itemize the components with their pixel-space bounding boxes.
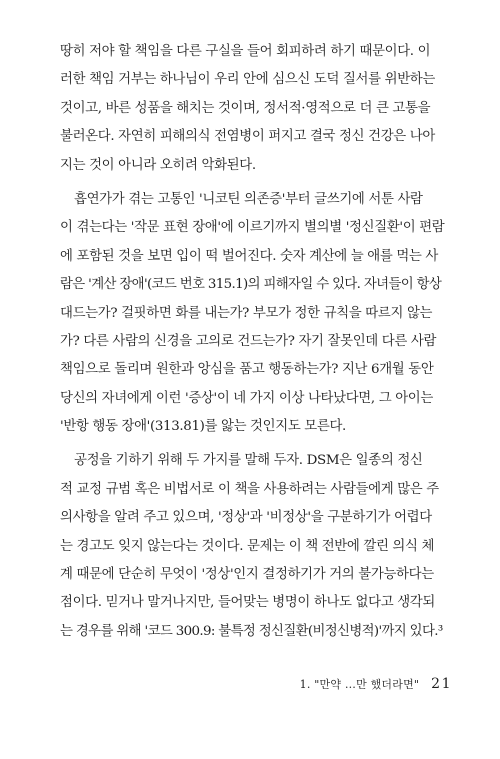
text-line: 의사항을 알려 주고 있으며, '정상'과 '비정상'을 구분하기가 어렵다 (60, 510, 432, 526)
text-line: 가? 다른 사람의 신경을 고의로 건드는가? 자기 잘못인데 다른 사람 (60, 333, 437, 349)
paragraph-1 (60, 38, 444, 180)
text-line: 는 경고도 잊지 않는다는 것이다. 문제는 이 책 전반에 깔린 의식 체 (60, 538, 435, 554)
text-line: '반항 행동 장애'(313.81)를 앓는 것인지도 모른다. (60, 419, 346, 435)
text-line: 당신의 자녀에게 이런 '증상'이 네 가지 이상 나타났다면, 그 아이는 (60, 390, 433, 406)
text-line: 는 경우를 위해 '코드 300.9: 불특정 정신질환(비정신병적)'까지 있다.³ (60, 623, 443, 639)
page-footer (300, 676, 452, 692)
text-line: 지는 것이 아니라 오히려 악화된다. (60, 157, 256, 173)
paragraph-2 (60, 186, 444, 442)
text-line: 러한 책임 거부는 하나님이 우리 안에 심으신 도덕 질서를 위반하는 (60, 72, 435, 88)
text-line: 점이다. 믿거나 말거나지만, 들어맞는 병명이 하나도 없다고 생각되 (60, 595, 435, 611)
text-line: 이 겪는다는 '작문 표현 장애'에 이르기까지 별의별 '정신질환'이 편람 (60, 220, 445, 236)
page-number: 21 (431, 676, 452, 692)
text-line: 계 때문에 단순히 무엇이 '정상'인지 결정하기가 거의 불가능하다는 (60, 567, 434, 583)
paragraph-3 (60, 447, 444, 646)
text-line: 대드는가? 걸핏하면 화를 내는가? 부모가 정한 규칙을 따르지 않는 (60, 305, 433, 321)
text-line: 흡연가가 겪는 고통인 '니코틴 의존증'부터 글쓰기에 서툰 사람 (74, 191, 423, 207)
text-line: 공정을 기하기 위해 두 가지를 말해 두자. DSM은 일종의 정신 (74, 453, 423, 469)
text-line: 땅히 저야 할 책임을 다른 구실을 들어 회피하려 하기 때문이다. 이 (60, 44, 431, 59)
text-line: 에 포함된 것을 보면 입이 떡 벌어진다. 숫자 계산에 늘 애를 먹는 사 (60, 248, 439, 264)
running-head: 1. "만약 …만 했더라면" (299, 678, 420, 691)
text-line: 불러온다. 자연히 피해의식 전염병이 퍼지고 결국 정신 건강은 나아 (60, 129, 435, 145)
text-line: 람은 '계산 장애'(코드 번호 315.1)의 피해자일 수 있다. 자녀들이 항상 (60, 277, 442, 293)
text-line: 책임으로 돌리며 원한과 앙심을 품고 행동하는가? 지난 6개월 동안 (60, 362, 434, 378)
body-text (60, 38, 444, 652)
text-line: 적 교정 규범 혹은 비법서로 이 책을 사용하려는 사람들에게 많은 주 (60, 481, 439, 497)
text-line: 것이고, 바른 성품을 해치는 것이며, 정서적·영적으로 더 큰 고통을 (60, 100, 431, 116)
